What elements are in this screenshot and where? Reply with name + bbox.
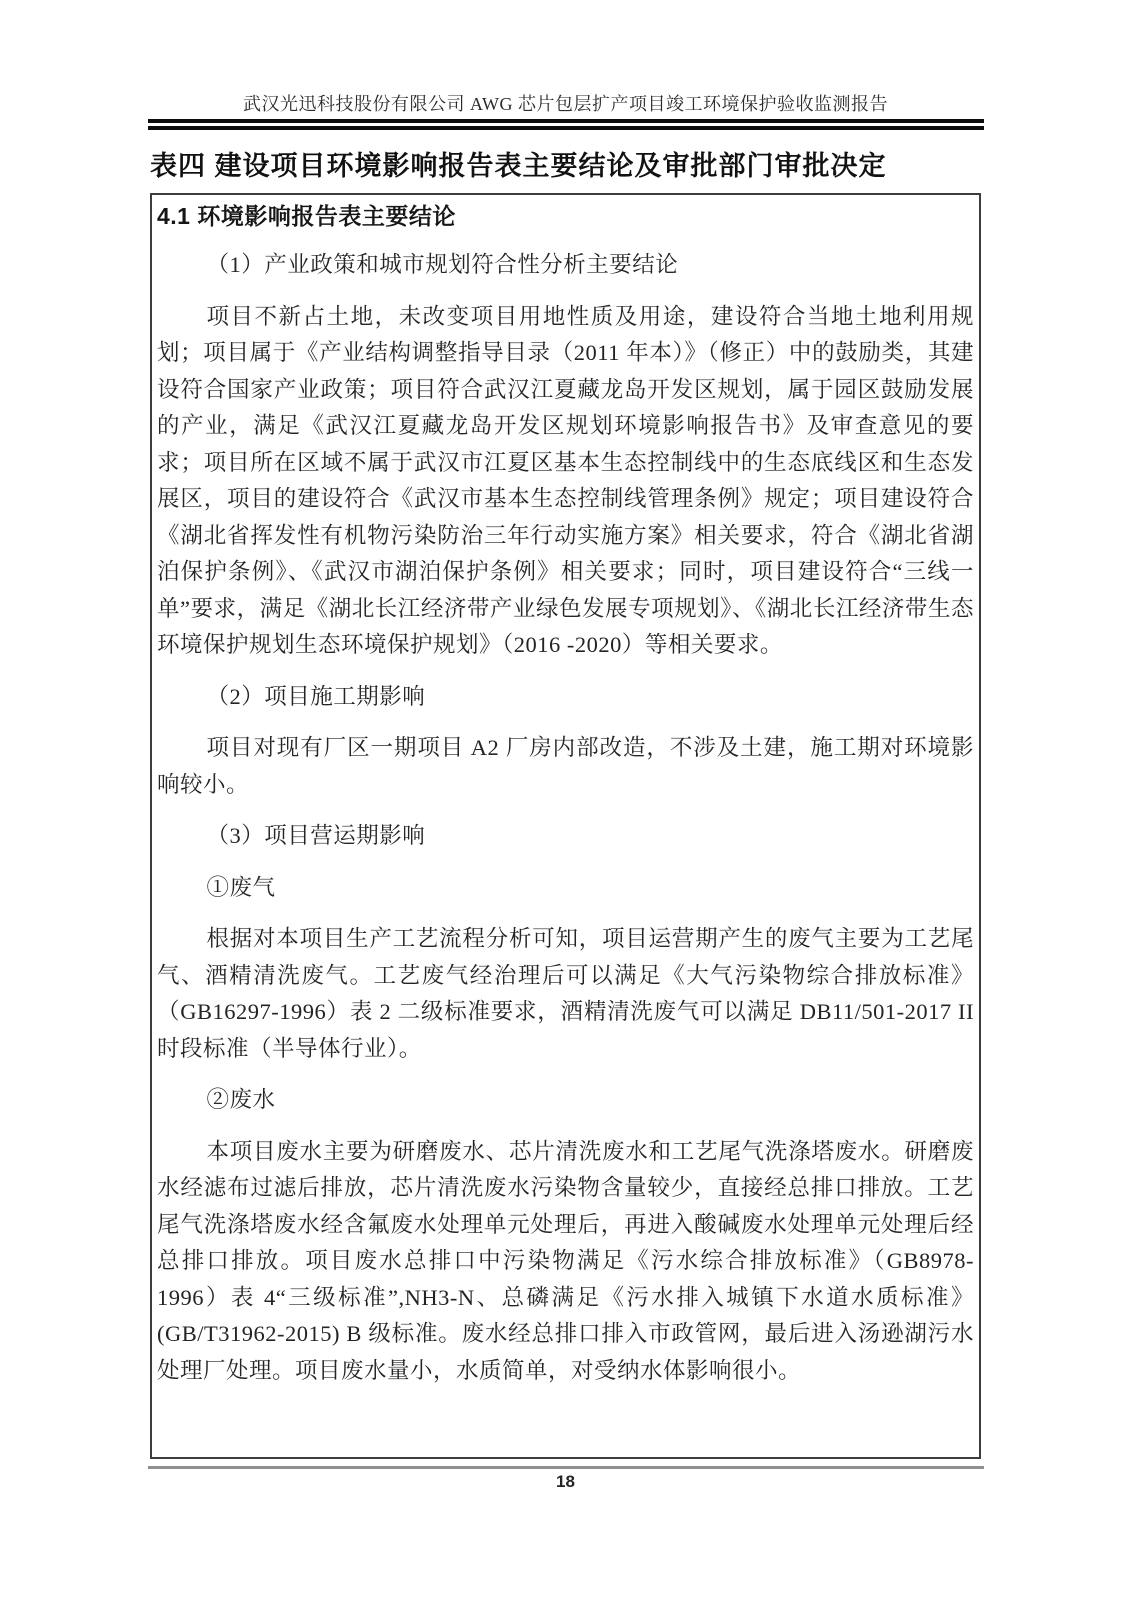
page-number: 18	[556, 1472, 575, 1491]
list-item: （2）项目施工期影响	[206, 683, 426, 709]
paragraph: 项目对现有厂区一期项目 A2 厂房内部改造，不涉及土建，施工期对环境影响较小。	[157, 735, 974, 797]
paragraph: 本项目废水主要为研磨废水、芯片清洗废水和工艺尾气洗涤塔废水。研磨废水经滤布过滤后排放，芯片清洗废水污染物含量较少，直接经总排口排放。工艺尾气洗涤塔废水经含氟废水处理单元处理后，再进入酸碱废水处理单元处理后经总排口排放。项目废水总排口中污染物满足《污水综合排放标准》（GB8978-1996）表 4“三级标准”,NH3-N、总磷满足《污水排入城镇下水道水质标准》(GB/T31962-2015) B 级标准。废水经总排口排入市政管网，最后进入汤逊湖污水处理厂处理。项目废水量小，水质简单，对受纳水体影响很小。	[157, 1138, 974, 1383]
section-heading: 4.1 环境影响报告表主要结论	[157, 203, 456, 229]
list-item: ①废气	[206, 874, 276, 900]
list-item: （1）产业政策和城市规划符合性分析主要结论	[206, 252, 679, 277]
page-title: 表四 建设项目环境影响报告表主要结论及审批部门审批决定	[150, 151, 887, 181]
paragraph: 项目不新占土地，未改变项目用地性质及用途，建设符合当地土地利用规划；项目属于《产业结构调整指导目录（2011 年本）》（修正）中的鼓励类，其建设符合国家产业政策；项目符合武汉江夏藏龙岛开发区规划，属于园区鼓励发展的产业，满足《武汉江夏藏龙岛开发区规划环境影响报告书》及审查意见的要求；项目所在区域不属于武汉市江夏区基本生态控制线中的生态底线区和生态发展区，项目的建设符合《武汉市基本生态控制线管理条例》规定；项目建设符合《湖北省挥发性有机物污染防治三年行动实施方案》相关要求，符合《湖北省湖泊保护条例》、《武汉市湖泊保护条例》相关要求；同时，项目建设符合“三线一单”要求，满足《湖北长江经济带产业绿色发展专项规划》、《湖北长江经济带生态环境保护规划生态环境保护规划》（2016 -2020）等相关要求。	[157, 303, 974, 657]
content-box	[150, 193, 981, 1459]
footer-divider	[148, 1466, 984, 1469]
list-item: （3）项目营运期影响	[206, 823, 426, 848]
list-item: ②废水	[206, 1087, 276, 1112]
running-header: 武汉光迅科技股份有限公司 AWG 芯片包层扩产项目竣工环境保护验收监测报告	[242, 94, 889, 114]
header-divider	[148, 119, 984, 130]
paragraph: 根据对本项目生产工艺流程分析可知，项目运营期产生的废气主要为工艺尾气、酒精清洗废气。工艺废气经治理后可以满足《大气污染物综合排放标准》（GB16297-1996）表 2 二级标准要求，酒精清洗废气可以满足 DB11/501-2017 II 时段标准（半导体行业）。	[157, 926, 974, 1061]
